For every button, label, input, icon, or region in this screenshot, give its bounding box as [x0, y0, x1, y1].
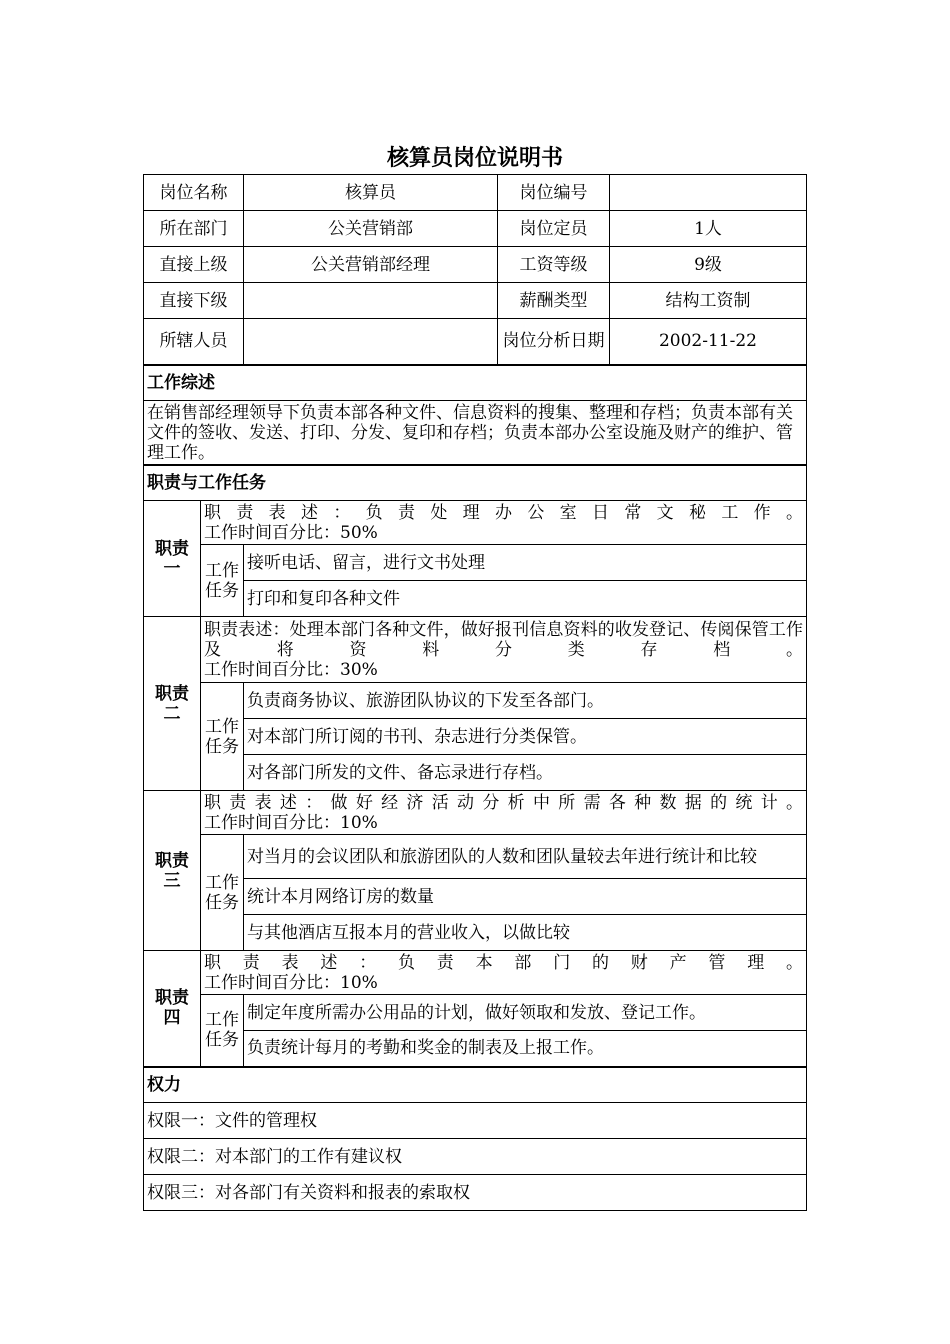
task-row [144, 581, 807, 617]
duty-row [144, 951, 807, 995]
document-title: 核算员岗位说明书 [386, 146, 563, 171]
info-label: 所在部门 [144, 211, 244, 247]
info-row [144, 283, 807, 319]
task-label: 工作任务 [201, 995, 244, 1067]
summary-text: 在销售部经理领导下负责本部各种文件、信息资料的搜集、整理和存档；负责本部有关文件的签收、发送、打印、分发、复印和存档；负责本部办公室设施及财产的维护、管理工作。 [144, 401, 807, 465]
task-item: 对各部门所发的文件、备忘录进行存档。 [244, 755, 807, 791]
summary-heading-row [144, 365, 807, 401]
info-label: 工资等级 [498, 247, 610, 283]
duty-label: 职责二 [144, 617, 201, 791]
info-value: 公关营销部 [244, 211, 498, 247]
duties-heading: 职责与工作任务 [144, 465, 807, 501]
task-item: 统计本月网络订房的数量 [244, 879, 807, 915]
duty-label: 职责一 [144, 501, 201, 617]
task-row [144, 545, 807, 581]
authority-heading: 权力 [144, 1067, 807, 1103]
duty-time-percent: 工作时间百分比：10% [204, 972, 378, 993]
task-row [144, 683, 807, 719]
info-row [144, 319, 807, 365]
info-label: 岗位定员 [498, 211, 610, 247]
info-label: 直接上级 [144, 247, 244, 283]
duty-time-percent: 工作时间百分比：30% [204, 659, 378, 680]
task-item: 与其他酒店互报本月的营业收入，以做比较 [244, 915, 807, 951]
info-value: 1人 [610, 211, 807, 247]
info-row [144, 247, 807, 283]
duty-description: 职责表述：做好经济活动分析中所需各种数据的统计。 [204, 792, 803, 813]
info-row [144, 211, 807, 247]
duty-row [144, 617, 807, 683]
task-row [144, 835, 807, 879]
authority-row [144, 1103, 807, 1139]
info-value: 核算员 [244, 175, 498, 211]
duty-description-cell [201, 501, 807, 545]
task-item: 打印和复印各种文件 [244, 581, 807, 617]
duty-row [144, 501, 807, 545]
task-item: 负责统计每月的考勤和奖金的制表及上报工作。 [244, 1031, 807, 1067]
authority-item: 权限一：文件的管理权 [144, 1103, 807, 1139]
info-value [244, 283, 498, 319]
duty-description-cell [201, 617, 807, 683]
info-label: 所辖人员 [144, 319, 244, 365]
task-item: 对本部门所订阅的书刊、杂志进行分类保管。 [244, 719, 807, 755]
info-value [244, 319, 498, 365]
duty-label: 职责三 [144, 791, 201, 951]
info-label: 岗位分析日期 [498, 319, 610, 365]
info-value: 结构工资制 [610, 283, 807, 319]
summary-row [144, 401, 807, 465]
task-item: 对当月的会议团队和旅游团队的人数和团队量较去年进行统计和比较 [244, 835, 807, 879]
duty-time-percent: 工作时间百分比：10% [204, 812, 378, 833]
duty-description: 职责表述：负责处理办公室日常文秘工作。 [204, 502, 803, 523]
duty-label: 职责四 [144, 951, 201, 1067]
task-label: 工作任务 [201, 545, 244, 617]
duty-time-percent: 工作时间百分比：50% [204, 522, 378, 543]
summary-heading: 工作综述 [144, 365, 807, 401]
info-label: 直接下级 [144, 283, 244, 319]
duty-description: 职责表述：处理本部门各种文件，做好报刊信息资料的收发登记、传阅保管工作及将资料分类存档。 [204, 619, 803, 660]
authority-row [144, 1139, 807, 1175]
task-item: 负责商务协议、旅游团队协议的下发至各部门。 [244, 683, 807, 719]
task-label: 工作任务 [201, 683, 244, 791]
authority-item: 权限三：对各部门有关资料和报表的索取权 [144, 1175, 807, 1211]
task-row [144, 995, 807, 1031]
info-label: 岗位名称 [144, 175, 244, 211]
authority-row [144, 1175, 807, 1211]
task-item: 接听电话、留言，进行文书处理 [244, 545, 807, 581]
info-label: 薪酬类型 [498, 283, 610, 319]
authority-heading-row [144, 1067, 807, 1103]
info-value: 2002-11-22 [610, 319, 807, 365]
duty-description-cell [201, 951, 807, 995]
task-row [144, 915, 807, 951]
task-row [144, 1031, 807, 1067]
task-label: 工作任务 [201, 835, 244, 951]
duty-description-cell [201, 791, 807, 835]
info-row [144, 175, 807, 211]
info-value [610, 175, 807, 211]
info-value: 公关营销部经理 [244, 247, 498, 283]
task-row [144, 755, 807, 791]
authority-item: 权限二：对本部门的工作有建议权 [144, 1139, 807, 1175]
duty-description: 职责表述：负责本部门的财产管理。 [204, 952, 803, 973]
info-label: 岗位编号 [498, 175, 610, 211]
duty-row [144, 791, 807, 835]
duties-heading-row [144, 465, 807, 501]
info-value: 9级 [610, 247, 807, 283]
task-row [144, 719, 807, 755]
job-description-form [143, 174, 807, 1211]
task-row [144, 879, 807, 915]
task-item: 制定年度所需办公用品的计划，做好领取和发放、登记工作。 [244, 995, 807, 1031]
